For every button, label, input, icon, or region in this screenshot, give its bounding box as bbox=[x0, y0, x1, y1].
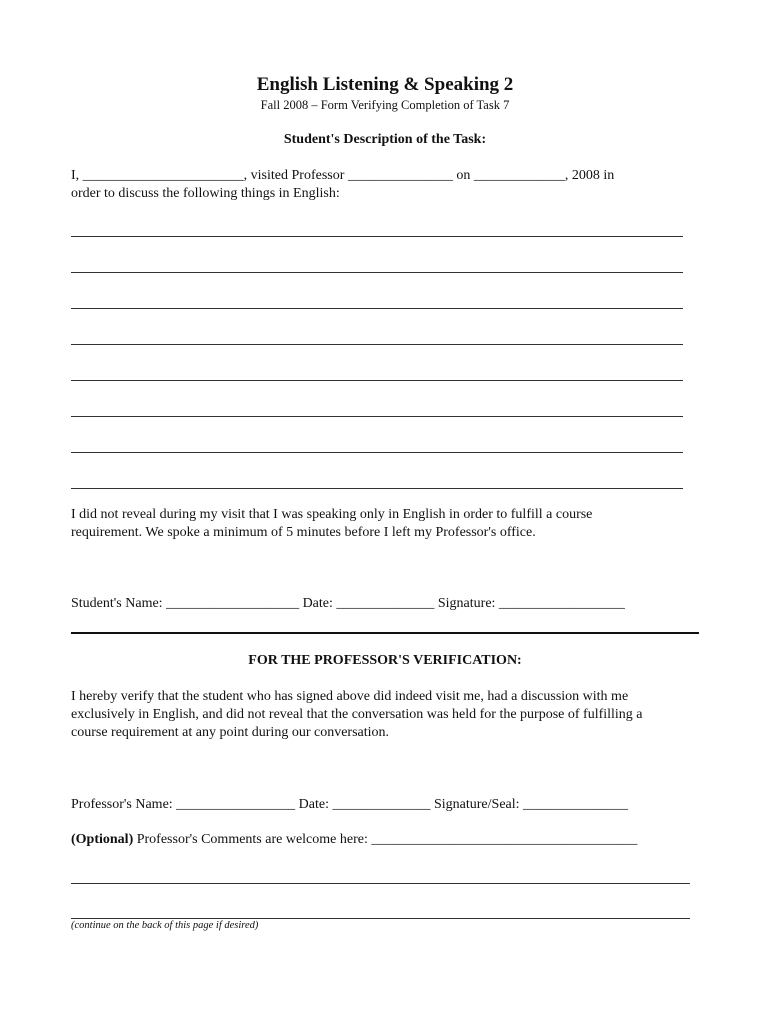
optional-label: (Optional) bbox=[71, 832, 134, 847]
continue-note: (continue on the back of this page if desired) bbox=[71, 920, 259, 931]
comments-line-1[interactable] bbox=[71, 883, 690, 884]
comments-line-2[interactable] bbox=[71, 918, 690, 919]
professor-signature-row[interactable]: Professor's Name: _________________ Date: ______________ Signature/Seal: _______________ bbox=[71, 797, 629, 812]
description-line-6[interactable] bbox=[71, 416, 683, 417]
page-subtitle: Fall 2008 – Form Verifying Completion of Task 7 bbox=[260, 98, 510, 112]
section-divider bbox=[71, 632, 699, 634]
student-statement-line-1: I did not reveal during my visit that I was speaking only in English in order to fulfill a course bbox=[71, 507, 593, 522]
description-line-8[interactable] bbox=[71, 488, 683, 489]
student-section-heading: Student's Description of the Task: bbox=[283, 132, 487, 147]
professor-comments-row[interactable] bbox=[71, 832, 701, 848]
student-intro-line-1: I, _______________________, visited Professor _______________ on _____________, 2008 in bbox=[71, 168, 615, 183]
description-line-7[interactable] bbox=[71, 452, 683, 453]
page-title: English Listening & Speaking 2 bbox=[256, 74, 514, 95]
student-intro-line-2: order to discuss the following things in English: bbox=[71, 186, 340, 201]
description-line-3[interactable] bbox=[71, 308, 683, 309]
professor-verification-line-3: course requirement at any point during our conversation. bbox=[71, 725, 390, 740]
professor-verification-line-1: I hereby verify that the student who has signed above did indeed visit me, had a discussion with me bbox=[71, 689, 629, 704]
comments-prompt: Professor's Comments are welcome here: ______________________________________ bbox=[133, 832, 638, 847]
student-signature-row[interactable]: Student's Name: ___________________ Date: ______________ Signature: __________________ bbox=[71, 596, 625, 611]
description-line-5[interactable] bbox=[71, 380, 683, 381]
description-line-1[interactable] bbox=[71, 236, 683, 237]
description-line-4[interactable] bbox=[71, 344, 683, 345]
student-statement-line-2: requirement. We spoke a minimum of 5 minutes before I left my Professor's office. bbox=[71, 525, 536, 540]
professor-verification-line-2: exclusively in English, and did not reveal that the conversation was held for the purpose of fulfilling a bbox=[71, 707, 643, 722]
student-statement bbox=[71, 506, 696, 542]
student-intro bbox=[71, 167, 696, 203]
description-line-2[interactable] bbox=[71, 272, 683, 273]
professor-verification bbox=[71, 688, 696, 742]
professor-section-heading: FOR THE PROFESSOR'S VERIFICATION: bbox=[248, 653, 522, 668]
